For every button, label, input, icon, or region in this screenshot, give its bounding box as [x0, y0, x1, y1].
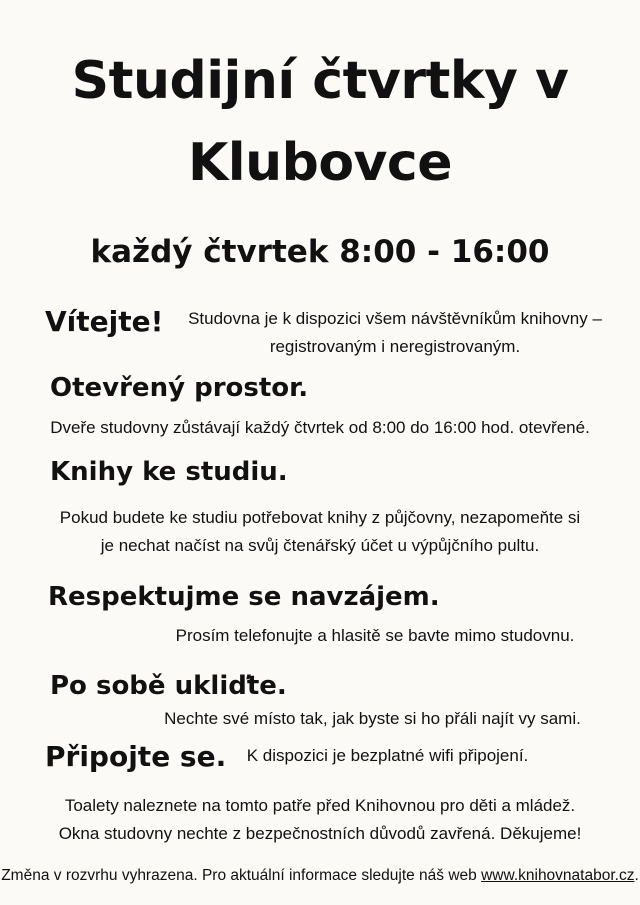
- welcome-line-1: Studovna je k dispozici všem návštěvníkům knihovny –: [188, 309, 602, 328]
- footer: [0, 864, 640, 888]
- title-line-1: Studijní čtvrtky v: [71, 51, 569, 111]
- tidy-text: Nechte své místo tak, jak byste si ho přáli najít vy sami.: [164, 709, 581, 728]
- notes-line-2: Okna studovny nechte z bezpečnostních důvodů zavřená. Děkujeme!: [58, 824, 582, 843]
- heading-open-space: Otevřený prostor.: [50, 373, 309, 403]
- books-line-1: Pokud budete ke studiu potřebovat knihy z půjčovny, nezapomeňte si: [59, 508, 581, 527]
- heading-respect: Respektujme se navzájem.: [48, 582, 440, 612]
- heading-tidy: Po sobě ukliďte.: [50, 671, 287, 701]
- heading-books: Knihy ke studiu.: [50, 457, 288, 487]
- welcome-line-2: registrovaným i neregistrovaným.: [269, 337, 521, 356]
- respect-text: Prosím telefonujte a hlasitě se bavte mimo studovnu.: [175, 626, 575, 645]
- notes-text: [20, 792, 620, 848]
- website-link[interactable]: www.knihovnatabor.cz: [481, 867, 635, 884]
- books-text: [20, 504, 620, 560]
- notes-line-1: Toalety naleznete na tomto patře před Knihovnou pro děti a mládež.: [64, 796, 576, 815]
- open-space-text: Dveře studovny zůstávají každý čtvrtek od 8:00 do 16:00 hod. otevřené.: [50, 418, 590, 437]
- footer-end: .: [634, 867, 639, 884]
- opening-hours: každý čtvrtek 8:00 - 16:00: [90, 234, 550, 270]
- welcome-text: [180, 305, 610, 361]
- connect-text: K dispozici je bezplatné wifi připojení.: [246, 746, 529, 765]
- poster-title: [0, 40, 640, 204]
- books-line-2: je nechat načíst na svůj čtenářský účet u výpůjčního pultu.: [100, 536, 540, 555]
- footer-text: Změna v rozvrhu vyhrazena. Pro aktuální informace sledujte náš web: [1, 867, 482, 884]
- heading-welcome: Vítejte!: [45, 305, 164, 338]
- title-line-2: Klubovce: [187, 133, 453, 193]
- heading-connect: Připojte se.: [45, 740, 227, 773]
